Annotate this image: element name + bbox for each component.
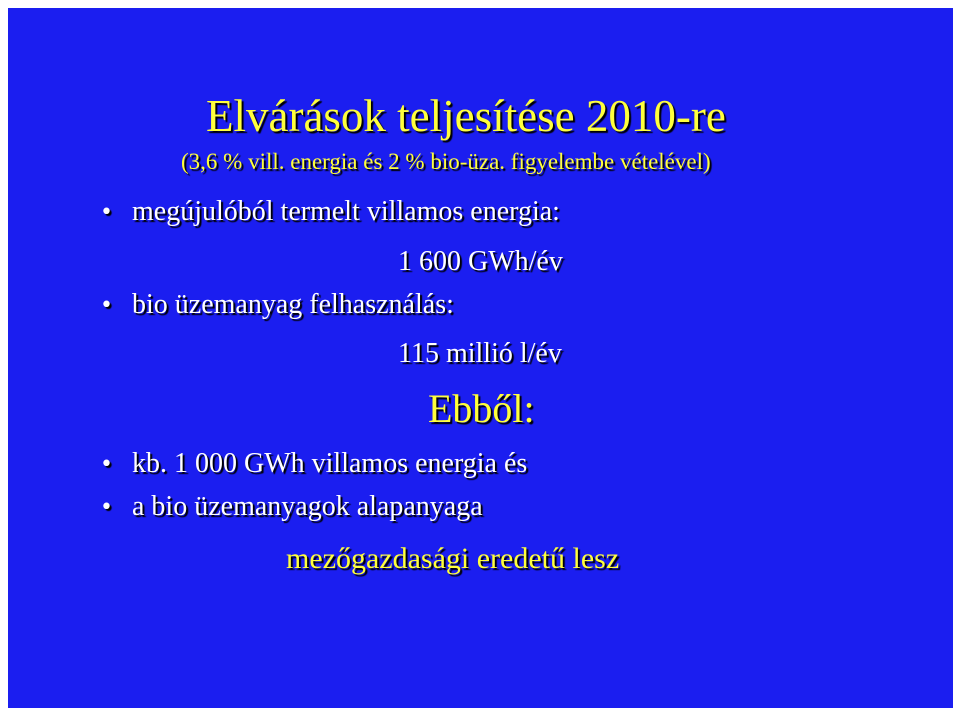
subheading: Ebből: <box>428 386 535 431</box>
bullet-item-text: megújulóból termelt villamos energia: <box>132 196 560 227</box>
bullet-icon: • <box>100 200 113 225</box>
bullet-item-value: 115 millió l/év <box>398 338 562 369</box>
slide-subtitle: (3,6 % vill. energia és 2 % bio-üza. figyelembe vételével) <box>181 149 711 174</box>
bullet-item-text: bio üzemanyag felhasználás: <box>132 289 454 320</box>
bullet-icon: • <box>100 293 113 318</box>
sub-item-value: mezőgazdasági eredetű lesz <box>286 542 620 575</box>
bullet-icon: • <box>100 495 113 520</box>
slide <box>8 8 953 708</box>
slide-title: Elvárások teljesítése 2010-re <box>206 91 726 141</box>
sub-item-text: kb. 1 000 GWh villamos energia és <box>132 448 528 479</box>
bullet-icon: • <box>100 452 113 477</box>
sub-item-text: a bio üzemanyagok alapanyaga <box>132 491 483 522</box>
bullet-item-value: 1 600 GWh/év <box>398 246 563 277</box>
